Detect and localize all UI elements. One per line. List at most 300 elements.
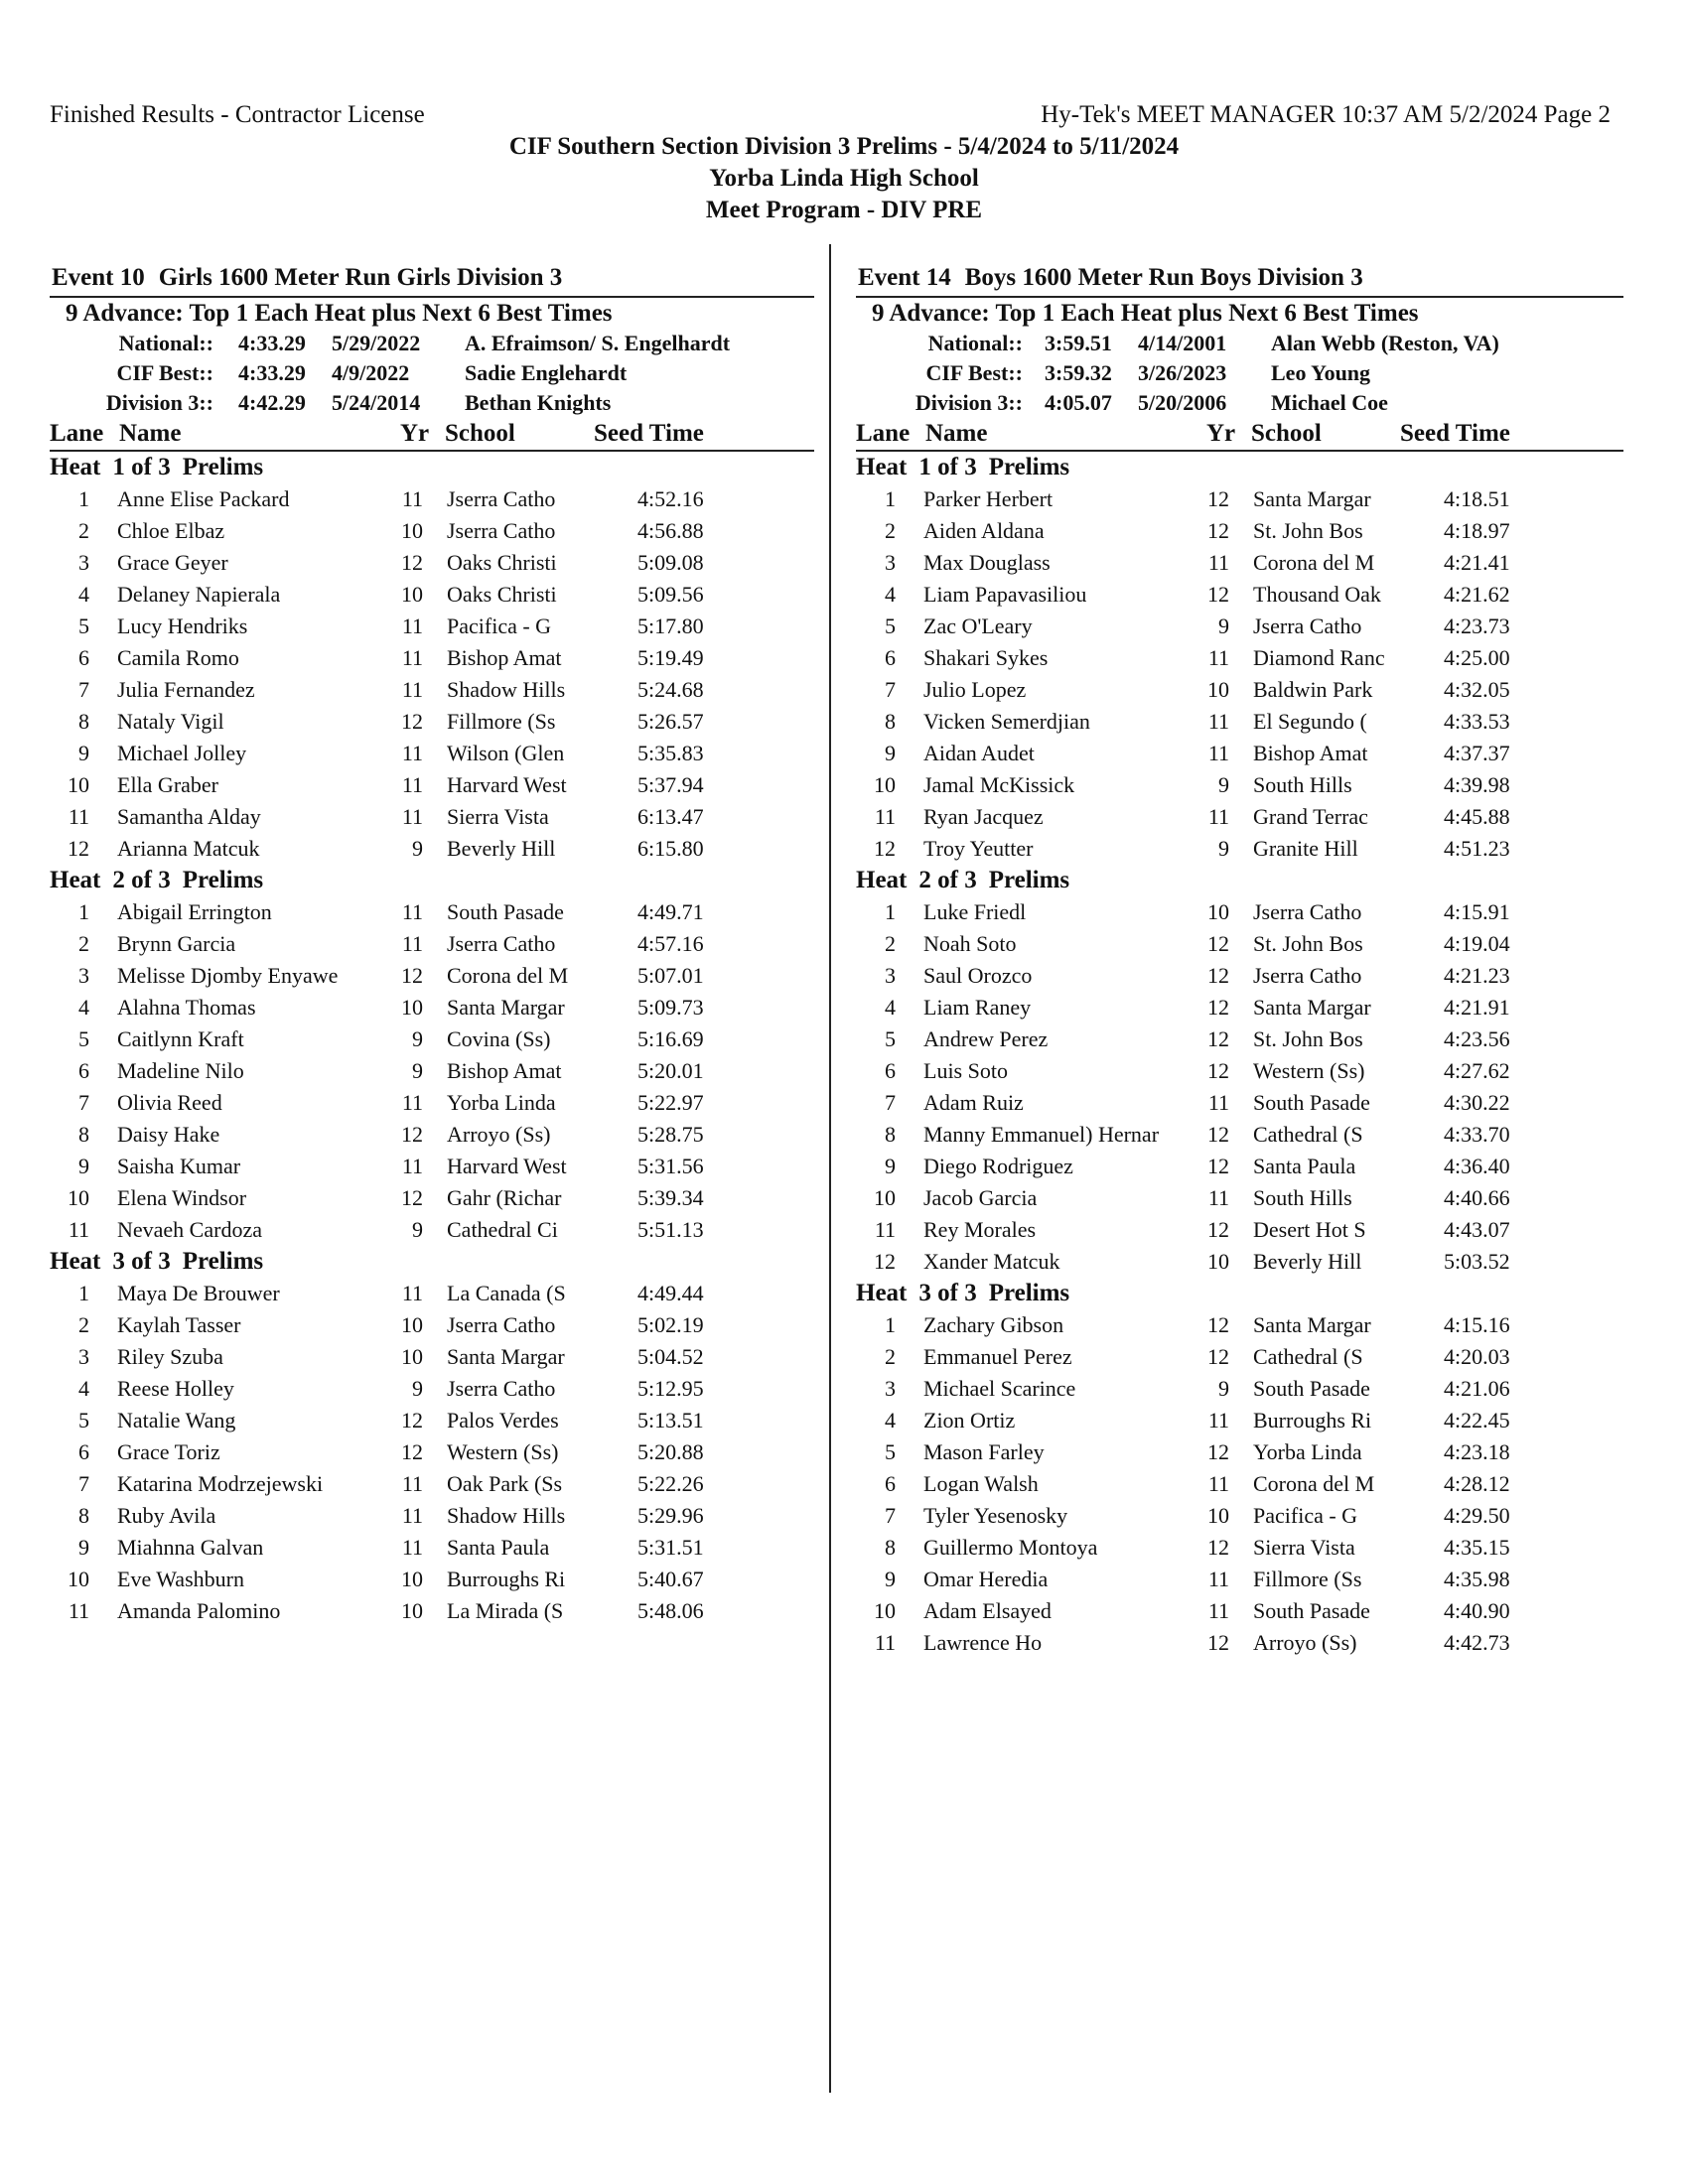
heat-title	[50, 452, 814, 483]
heat-word: Heat	[856, 867, 908, 893]
entry-name: Katarina Modrzejewski	[117, 1471, 324, 1496]
entry-lane: 6	[78, 645, 89, 670]
entry-name: Zion Ortiz	[923, 1408, 1016, 1433]
entry-name: Aiden Aldana	[923, 518, 1045, 543]
entry-row	[856, 1151, 1623, 1182]
event-number: Event 14	[858, 264, 951, 291]
entry-year: 12	[1207, 1026, 1229, 1051]
entry-school: Harvard West	[447, 1154, 567, 1178]
entry-school: Shadow Hills	[447, 677, 566, 702]
entry-school: Bishop Amat	[447, 645, 562, 670]
entry-school: Sierra Vista	[447, 804, 549, 829]
entry-lane: 1	[78, 899, 89, 924]
entry-name: Reese Holley	[117, 1376, 234, 1401]
column-divider	[829, 244, 831, 2093]
entry-year: 11	[401, 772, 423, 797]
entry-seed-time: 5:19.49	[637, 645, 704, 670]
entry-school: Jserra Catho	[447, 1376, 556, 1401]
entry-year: 12	[1207, 518, 1229, 543]
entry-lane: 4	[78, 995, 89, 1020]
entry-lane: 4	[885, 995, 896, 1020]
entry-seed-time: 4:33.70	[1444, 1122, 1510, 1147]
entry-row	[50, 1405, 814, 1436]
record-label: Division 3::	[105, 390, 213, 415]
column-header	[856, 418, 1623, 452]
entry-seed-time: 4:15.16	[1444, 1312, 1510, 1337]
event-name: Girls 1600 Meter Run Girls Division 3	[158, 264, 563, 291]
entry-year: 12	[401, 1439, 423, 1464]
entry-school: Grand Terrac	[1253, 804, 1368, 829]
entry-school: Santa Margar	[447, 1344, 565, 1369]
entry-row	[50, 579, 814, 611]
entry-row	[50, 706, 814, 738]
entry-year: 11	[1207, 1185, 1229, 1210]
entry-name: Michael Jolley	[117, 741, 247, 765]
entry-seed-time: 4:22.45	[1444, 1408, 1510, 1433]
entry-name: Tyler Yesenosky	[923, 1503, 1068, 1528]
heat-round: Prelims	[182, 867, 264, 893]
heat-word: Heat	[50, 867, 101, 893]
entry-name: Ella Graber	[117, 772, 218, 797]
entry-seed-time: 5:28.75	[637, 1122, 704, 1147]
entry-school: Arroyo (Ss)	[1253, 1630, 1357, 1655]
entry-school: Bishop Amat	[447, 1058, 562, 1083]
entry-seed-time: 4:45.88	[1444, 804, 1510, 829]
entry-lane: 2	[885, 518, 896, 543]
entry-name: Daisy Hake	[117, 1122, 220, 1147]
entry-lane: 9	[885, 1154, 896, 1178]
entry-seed-time: 4:42.73	[1444, 1630, 1510, 1655]
entry-school: Bishop Amat	[1253, 741, 1368, 765]
license-label: Finished Results - Contractor License	[50, 101, 425, 128]
entry-year: 9	[1218, 614, 1229, 638]
entry-seed-time: 4:18.97	[1444, 518, 1510, 543]
entry-row	[50, 1151, 814, 1182]
entry-school: Yorba Linda	[1253, 1439, 1362, 1464]
entry-year: 11	[401, 804, 423, 829]
heat-round: Prelims	[988, 867, 1070, 893]
entry-year: 11	[401, 1535, 423, 1560]
entry-name: Zac O'Leary	[923, 614, 1033, 638]
entry-year: 12	[1207, 963, 1229, 988]
entry-school: South Hills	[1253, 772, 1352, 797]
entry-lane: 1	[885, 899, 896, 924]
entry-name: Julio Lopez	[923, 677, 1027, 702]
entry-seed-time: 5:20.01	[637, 1058, 704, 1083]
meet-title: CIF Southern Section Division 3 Prelims - 5/4/2024 to 5/11/2024	[508, 133, 1180, 160]
entry-name: Saul Orozco	[923, 963, 1033, 988]
record-label: CIF Best::	[925, 360, 1023, 385]
entry-seed-time: 4:21.06	[1444, 1376, 1510, 1401]
entry-school: Jserra Catho	[447, 931, 556, 956]
entry-row	[50, 1436, 814, 1468]
entry-row	[50, 1373, 814, 1405]
entry-row	[50, 960, 814, 992]
entry-lane: 10	[68, 1567, 89, 1591]
entry-name: Jamal McKissick	[923, 772, 1075, 797]
entry-row	[50, 1468, 814, 1500]
entry-year: 9	[412, 836, 423, 861]
entry-seed-time: 4:27.62	[1444, 1058, 1510, 1083]
entry-lane: 1	[78, 1281, 89, 1305]
entry-seed-time: 4:20.03	[1444, 1344, 1510, 1369]
event-title	[856, 260, 1623, 298]
entry-row	[50, 1119, 814, 1151]
entry-lane: 7	[885, 677, 896, 702]
heat-number: 2 of 3	[112, 867, 171, 893]
entry-seed-time: 5:29.96	[637, 1503, 704, 1528]
record-time: 4:05.07	[1045, 390, 1112, 415]
entry-year: 12	[1207, 1312, 1229, 1337]
entry-seed-time: 5:39.34	[637, 1185, 704, 1210]
entry-row	[856, 1405, 1623, 1436]
entry-name: Noah Soto	[923, 931, 1017, 956]
entry-year: 10	[401, 1344, 423, 1369]
entry-row	[856, 1341, 1623, 1373]
entry-row	[856, 992, 1623, 1024]
entry-lane: 11	[874, 1217, 896, 1242]
entry-school: Western (Ss)	[447, 1439, 559, 1464]
entry-name: Guillermo Montoya	[923, 1535, 1098, 1560]
event-column-right	[856, 260, 1623, 1659]
column-lane: Lane	[856, 420, 911, 447]
entry-lane: 7	[885, 1090, 896, 1115]
entry-row	[50, 611, 814, 642]
entry-year: 11	[1207, 645, 1229, 670]
entry-school: Fillmore (Ss	[1253, 1567, 1362, 1591]
entry-name: Kaylah Tasser	[117, 1312, 241, 1337]
entry-seed-time: 4:49.71	[637, 899, 704, 924]
entry-school: Santa Margar	[1253, 1312, 1371, 1337]
entry-lane: 12	[874, 1249, 896, 1274]
entry-row	[856, 769, 1623, 801]
entry-seed-time: 5:20.88	[637, 1439, 704, 1464]
entry-lane: 10	[68, 772, 89, 797]
heat-title	[50, 865, 814, 896]
entry-school: Corona del M	[1253, 1471, 1375, 1496]
entry-lane: 5	[885, 614, 896, 638]
entry-lane: 6	[78, 1439, 89, 1464]
entry-year: 11	[1207, 709, 1229, 734]
entry-seed-time: 5:51.13	[637, 1217, 704, 1242]
record-row	[50, 388, 814, 418]
entry-school: Jserra Catho	[1253, 899, 1362, 924]
entry-row	[856, 928, 1623, 960]
entry-year: 12	[401, 1122, 423, 1147]
entry-name: Adam Ruiz	[923, 1090, 1024, 1115]
entry-school: Oaks Christi	[447, 550, 557, 575]
column-header	[50, 418, 814, 452]
entry-row	[50, 1024, 814, 1055]
entry-seed-time: 5:04.52	[637, 1344, 704, 1369]
entry-row	[856, 674, 1623, 706]
entry-row	[50, 674, 814, 706]
entry-seed-time: 4:39.98	[1444, 772, 1510, 797]
entry-seed-time: 4:36.40	[1444, 1154, 1510, 1178]
entry-row	[856, 1500, 1623, 1532]
entry-name: Alahna Thomas	[117, 995, 256, 1020]
entry-seed-time: 4:40.90	[1444, 1598, 1510, 1623]
venue-title: Yorba Linda High School	[709, 165, 979, 192]
record-time: 4:33.29	[238, 331, 306, 355]
entry-year: 9	[412, 1376, 423, 1401]
entry-year: 12	[1207, 1535, 1229, 1560]
entry-name: Adam Elsayed	[923, 1598, 1052, 1623]
entry-row	[856, 1595, 1623, 1627]
entry-lane: 5	[885, 1439, 896, 1464]
entry-lane: 4	[885, 582, 896, 607]
heat-round: Prelims	[988, 1280, 1070, 1306]
entry-school: Jserra Catho	[447, 486, 556, 511]
entry-seed-time: 4:33.53	[1444, 709, 1510, 734]
entry-seed-time: 4:19.04	[1444, 931, 1510, 956]
entry-year: 10	[1207, 677, 1229, 702]
entry-name: Riley Szuba	[117, 1344, 223, 1369]
entry-lane: 7	[78, 1090, 89, 1115]
entry-name: Xander Matcuk	[923, 1249, 1060, 1274]
heat-word: Heat	[856, 454, 908, 480]
entry-year: 11	[401, 931, 423, 956]
entry-name: Brynn Garcia	[117, 931, 236, 956]
entry-year: 11	[401, 1281, 423, 1305]
entry-name: Aidan Audet	[923, 741, 1035, 765]
entry-year: 9	[1218, 772, 1229, 797]
entry-lane: 8	[78, 1503, 89, 1528]
entry-name: Vicken Semerdjian	[923, 709, 1090, 734]
entry-year: 10	[401, 518, 423, 543]
entry-name: Logan Walsh	[923, 1471, 1039, 1496]
entry-school: Corona del M	[1253, 550, 1375, 575]
heat-title	[50, 1246, 814, 1278]
entry-row	[50, 483, 814, 515]
entry-lane: 10	[874, 1185, 896, 1210]
column-lane: Lane	[50, 420, 104, 447]
entry-row	[856, 1373, 1623, 1405]
entry-name: Amanda Palomino	[117, 1598, 281, 1623]
entry-seed-time: 5:07.01	[637, 963, 704, 988]
entry-school: South Pasade	[1253, 1598, 1370, 1623]
entry-year: 11	[401, 1154, 423, 1178]
entry-school: Santa Margar	[1253, 486, 1371, 511]
entry-name: Shakari Sykes	[923, 645, 1049, 670]
entry-lane: 6	[885, 645, 896, 670]
entry-lane: 4	[78, 1376, 89, 1401]
entry-row	[856, 1024, 1623, 1055]
column-school: School	[1251, 420, 1322, 447]
entry-row	[50, 769, 814, 801]
entry-name: Manny Emmanuel) Hernar	[923, 1122, 1160, 1147]
entry-lane: 8	[78, 709, 89, 734]
entry-row	[50, 738, 814, 769]
entry-seed-time: 4:32.05	[1444, 677, 1510, 702]
entry-year: 11	[1207, 804, 1229, 829]
column-seed: Seed Time	[594, 420, 704, 447]
entry-row	[50, 1087, 814, 1119]
entry-lane: 5	[885, 1026, 896, 1051]
entry-name: Arianna Matcuk	[117, 836, 260, 861]
entry-seed-time: 5:09.08	[637, 550, 704, 575]
entry-lane: 11	[68, 1217, 89, 1242]
record-holder: Bethan Knights	[465, 390, 612, 415]
entry-lane: 8	[885, 709, 896, 734]
entry-year: 12	[1207, 1439, 1229, 1464]
record-label: CIF Best::	[116, 360, 213, 385]
entry-lane: 7	[78, 1471, 89, 1496]
entry-lane: 6	[885, 1471, 896, 1496]
entry-name: Elena Windsor	[117, 1185, 247, 1210]
entry-name: Luke Friedl	[923, 899, 1027, 924]
entry-name: Miahnna Galvan	[117, 1535, 264, 1560]
entry-row	[50, 1182, 814, 1214]
entry-seed-time: 5:22.26	[637, 1471, 704, 1496]
entry-year: 11	[401, 1471, 423, 1496]
heat-number: 3 of 3	[112, 1248, 171, 1275]
entry-school: Cathedral (S	[1253, 1344, 1363, 1369]
entry-school: Sierra Vista	[1253, 1535, 1355, 1560]
entry-seed-time: 4:37.37	[1444, 741, 1510, 765]
entry-school: Cathedral Ci	[447, 1217, 558, 1242]
entry-name: Liam Papavasiliou	[923, 582, 1087, 607]
entry-seed-time: 4:57.16	[637, 931, 704, 956]
entry-name: Ruby Avila	[117, 1503, 216, 1528]
entry-lane: 4	[885, 1408, 896, 1433]
entry-school: Diamond Ranc	[1253, 645, 1385, 670]
entry-name: Parker Herbert	[923, 486, 1054, 511]
entry-row	[50, 1309, 814, 1341]
entry-seed-time: 4:28.12	[1444, 1471, 1510, 1496]
heat-title	[856, 452, 1623, 483]
entry-school: St. John Bos	[1253, 931, 1363, 956]
entry-year: 11	[401, 1503, 423, 1528]
program-title: Meet Program - DIV PRE	[705, 197, 983, 223]
entry-name: Grace Geyer	[117, 550, 228, 575]
entry-row	[856, 1055, 1623, 1087]
entry-lane: 9	[885, 1567, 896, 1591]
entry-seed-time: 5:35.83	[637, 741, 704, 765]
entry-row	[856, 1214, 1623, 1246]
entry-lane: 2	[78, 931, 89, 956]
entry-row	[856, 579, 1623, 611]
entry-row	[50, 1564, 814, 1595]
entry-lane: 3	[885, 1376, 896, 1401]
entry-name: Emmanuel Perez	[923, 1344, 1072, 1369]
heat-number: 1 of 3	[918, 454, 977, 480]
entry-row	[856, 706, 1623, 738]
entry-year: 10	[401, 582, 423, 607]
entry-school: Jserra Catho	[1253, 963, 1362, 988]
entry-lane: 8	[78, 1122, 89, 1147]
entry-row	[856, 833, 1623, 865]
record-time: 4:42.29	[238, 390, 306, 415]
entry-school: El Segundo (	[1253, 709, 1367, 734]
entry-year: 9	[412, 1026, 423, 1051]
entry-school: Jserra Catho	[447, 1312, 556, 1337]
entry-name: Grace Toriz	[117, 1439, 220, 1464]
entry-seed-time: 4:25.00	[1444, 645, 1510, 670]
entry-name: Rey Morales	[923, 1217, 1037, 1242]
entry-lane: 7	[78, 677, 89, 702]
entry-seed-time: 4:21.23	[1444, 963, 1510, 988]
entry-school: La Mirada (S	[447, 1598, 564, 1623]
entry-school: Thousand Oak	[1253, 582, 1381, 607]
entry-row	[50, 928, 814, 960]
entry-seed-time: 4:35.15	[1444, 1535, 1510, 1560]
record-time: 3:59.51	[1045, 331, 1112, 355]
entry-row	[50, 801, 814, 833]
entry-year: 12	[1207, 1630, 1229, 1655]
entry-row	[856, 1087, 1623, 1119]
entry-row	[856, 642, 1623, 674]
entry-name: Jacob Garcia	[923, 1185, 1038, 1210]
entry-school: Pacifica - G	[1253, 1503, 1358, 1528]
entry-school: Granite Hill	[1253, 836, 1358, 861]
entry-lane: 9	[78, 1535, 89, 1560]
entry-year: 9	[412, 1217, 423, 1242]
entry-name: Madeline Nilo	[117, 1058, 244, 1083]
entry-row	[50, 992, 814, 1024]
entry-year: 11	[401, 486, 423, 511]
entry-year: 11	[1207, 550, 1229, 575]
record-holder: Michael Coe	[1271, 390, 1388, 415]
entry-school: Harvard West	[447, 772, 567, 797]
entry-seed-time: 5:31.56	[637, 1154, 704, 1178]
entry-year: 11	[401, 677, 423, 702]
entry-school: La Canada (S	[447, 1281, 566, 1305]
entry-row	[50, 1055, 814, 1087]
entry-row	[856, 1309, 1623, 1341]
record-date: 5/24/2014	[332, 390, 421, 415]
advance-rule: 9 Advance: Top 1 Each Heat plus Next 6 Best Times	[872, 300, 1419, 327]
entry-school: Palos Verdes	[447, 1408, 559, 1433]
entry-seed-time: 4:29.50	[1444, 1503, 1510, 1528]
entry-school: Corona del M	[447, 963, 569, 988]
entry-seed-time: 5:09.56	[637, 582, 704, 607]
entry-row	[856, 515, 1623, 547]
entry-row	[50, 515, 814, 547]
entry-name: Diego Rodriguez	[923, 1154, 1073, 1178]
heat-number: 1 of 3	[112, 454, 171, 480]
entry-year: 12	[401, 963, 423, 988]
entry-year: 10	[401, 1598, 423, 1623]
entry-year: 12	[1207, 1058, 1229, 1083]
heat-word: Heat	[50, 1248, 101, 1275]
entry-row	[50, 1532, 814, 1564]
entry-row	[856, 1119, 1623, 1151]
entry-row	[50, 1214, 814, 1246]
entry-row	[50, 547, 814, 579]
entry-lane: 2	[78, 518, 89, 543]
entry-seed-time: 6:15.80	[637, 836, 704, 861]
entry-row	[50, 833, 814, 865]
entry-school: Covina (Ss)	[447, 1026, 551, 1051]
entry-row	[856, 1246, 1623, 1278]
record-time: 3:59.32	[1045, 360, 1112, 385]
entry-seed-time: 4:30.22	[1444, 1090, 1510, 1115]
entry-year: 11	[401, 645, 423, 670]
entry-lane: 11	[874, 1630, 896, 1655]
entry-year: 11	[401, 614, 423, 638]
entry-row	[50, 642, 814, 674]
record-date: 5/20/2006	[1138, 390, 1227, 415]
entry-lane: 1	[885, 486, 896, 511]
entry-name: Max Douglass	[923, 550, 1051, 575]
entry-year: 11	[401, 741, 423, 765]
entry-year: 12	[401, 1185, 423, 1210]
entry-row	[856, 547, 1623, 579]
entry-name: Camila Romo	[117, 645, 239, 670]
entry-lane: 4	[78, 582, 89, 607]
entry-school: Jserra Catho	[447, 518, 556, 543]
